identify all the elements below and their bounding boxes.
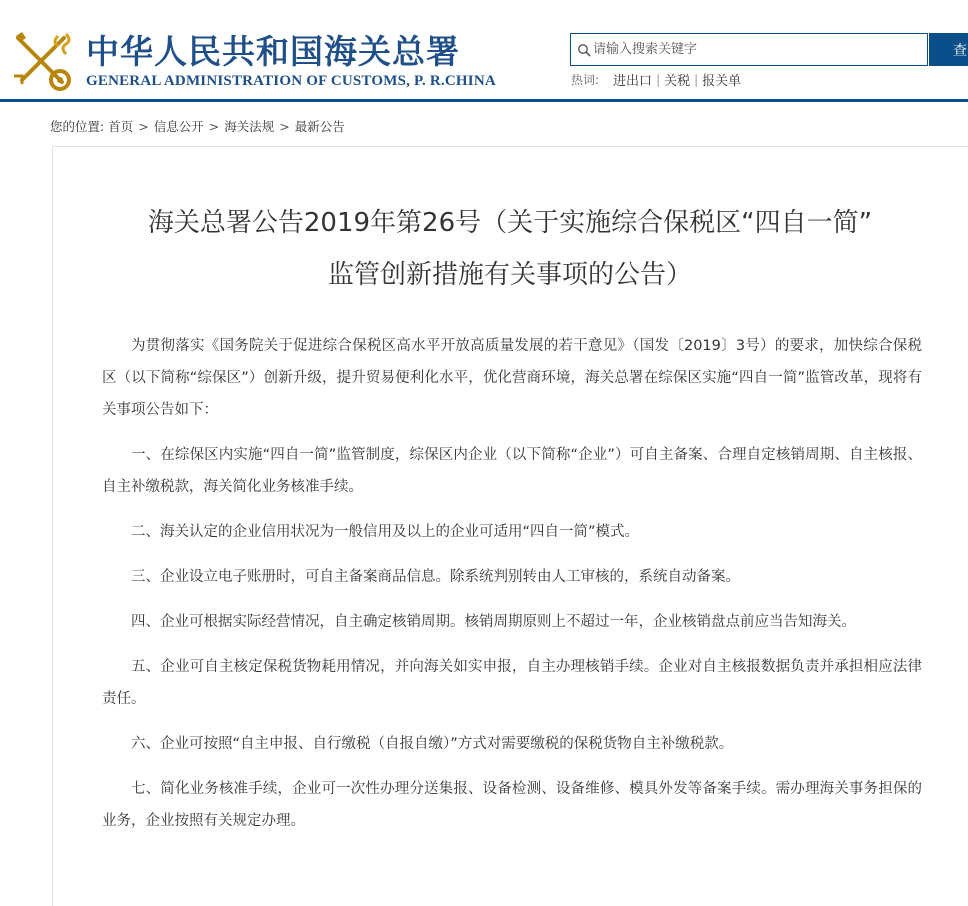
breadcrumb-separator: > — [279, 118, 290, 134]
article-paragraph-1: 一、在综保区内实施“四自一简”监管制度，综保区内企业（以下简称“企业”）可自主备案、合理自定核销周期、自主核报、自主补缴税款，海关简化业务核准手续。 — [102, 447, 922, 495]
article-body — [102, 330, 922, 850]
hot-link-tariff[interactable]: 关税 — [664, 74, 691, 89]
search-box — [570, 33, 928, 66]
breadcrumb-home[interactable]: 首页 — [108, 119, 134, 134]
article-paragraph-2: 二、海关认定的企业信用状况为一般信用及以上的企业可适用“四自一简”模式。 — [131, 524, 640, 540]
hot-link-import-export[interactable]: 进出口 — [613, 74, 653, 89]
article-paragraph-6: 六、企业可按照“自主申报、自行缴税（自报自缴）”方式对需要缴税的保税货物自主补缴税款。 — [131, 736, 734, 752]
hot-keywords-label: 热词: — [571, 73, 600, 87]
breadcrumb-customs-regulations[interactable]: 海关法规 — [224, 119, 275, 134]
breadcrumb-info-public[interactable]: 信息公开 — [153, 119, 204, 134]
hot-keywords — [571, 70, 745, 89]
article-paragraph-3: 三、企业设立电子账册时，可自主备案商品信息。除系统判别转由人工审核的，系统自动备案。 — [131, 569, 740, 585]
site-header — [0, 0, 968, 102]
breadcrumb-separator: > — [138, 118, 149, 134]
hot-separator: | — [656, 72, 661, 87]
breadcrumb-prefix: 您的位置: — [50, 119, 105, 134]
breadcrumb-separator: > — [208, 118, 220, 134]
customs-emblem-icon[interactable] — [8, 26, 76, 94]
search-input[interactable] — [593, 36, 927, 64]
site-title-cn[interactable]: 中华人民共和国海关总署 — [86, 32, 460, 71]
hot-link-declaration[interactable]: 报关单 — [702, 74, 742, 89]
article-paragraph-4: 四、企业可根据实际经营情况，自主确定核销周期。核销周期原则上不超过一年，企业核销盘点前应当告知海关。 — [131, 614, 856, 630]
article-title — [52, 197, 968, 301]
article-paragraph-7: 七、简化业务核准手续，企业可一次性办理分送集报、设备检测、设备维修、模具外发等备案手续。需办理海关事务担保的业务，企业按照有关规定办理。 — [102, 781, 922, 829]
breadcrumb-latest-announcements[interactable]: 最新公告 — [294, 119, 345, 134]
breadcrumb — [50, 117, 345, 135]
article-title-line-1: 海关总署公告2019年第26号（关于实施综合保税区“四自一简” — [147, 208, 873, 239]
article-paragraph-5: 五、企业可自主核定保税货物耗用情况，并向海关如实申报，自主办理核销手续。企业对自主核报数据负责并承担相应法律责任。 — [102, 659, 922, 707]
search-button[interactable]: 查 — [929, 33, 968, 66]
search-icon — [577, 43, 591, 57]
article-title-line-2: 监管创新措施有关事项的公告） — [327, 260, 692, 291]
site-title-en[interactable]: GENERAL ADMINISTRATION OF CUSTOMS, P. R.CHINA — [86, 73, 496, 89]
article-paragraph-intro: 为贯彻落实《国务院关于促进综合保税区高水平开放高质量发展的若干意见》（国发〔2019〕3号）的要求，加快综合保税区（以下简称“综保区”）创新升级，提升贸易便利化水平，优化营商环境，海关总署在综保区实施“四自一简”监管改革，现将有关事项公告如下： — [102, 338, 922, 418]
hot-separator: | — [694, 72, 699, 87]
